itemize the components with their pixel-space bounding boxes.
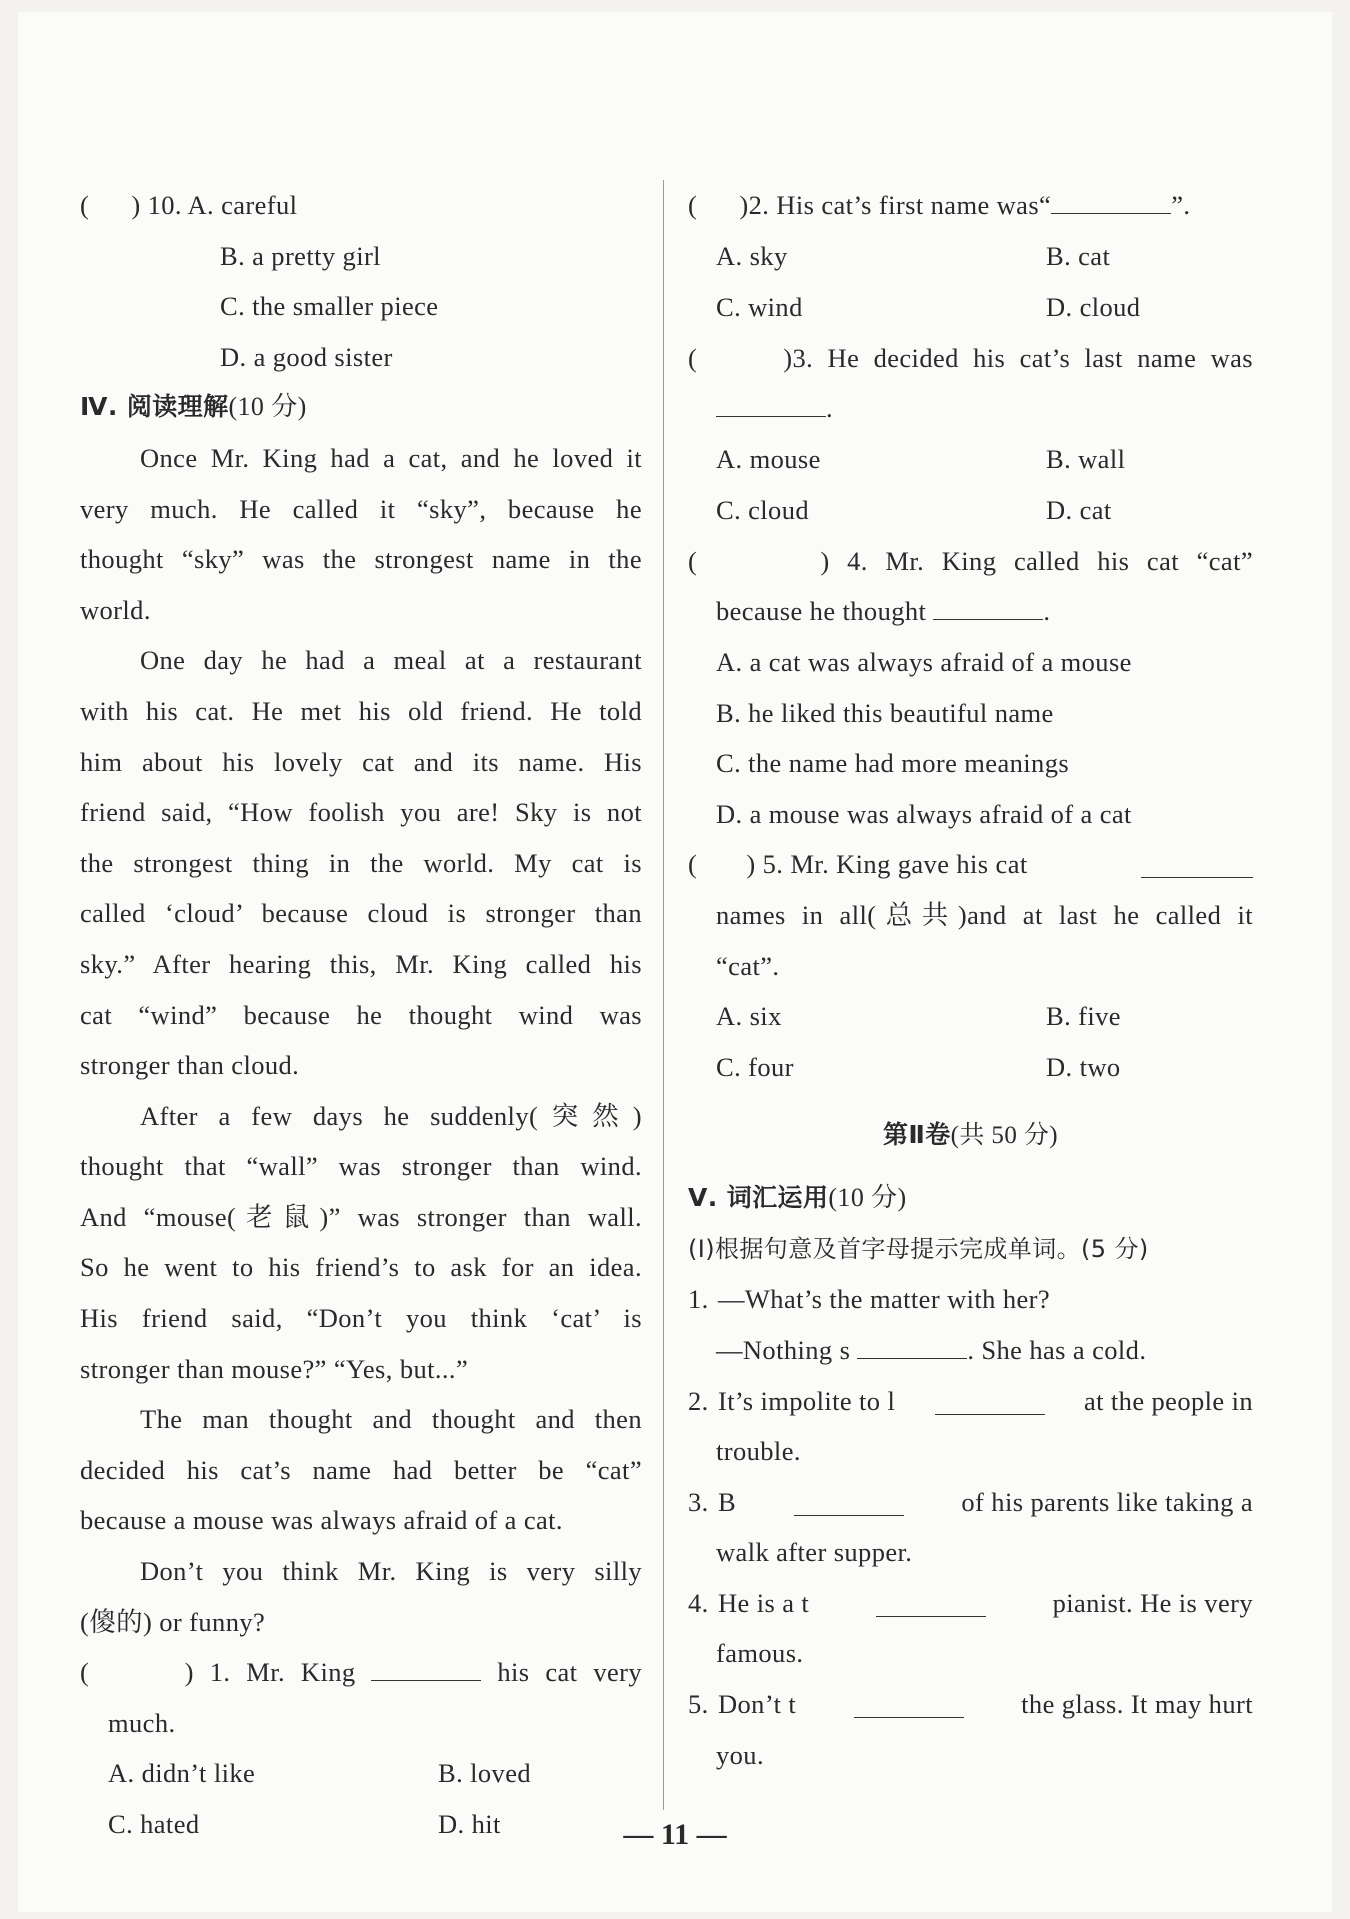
passage-line: him about his lovely cat and its name. His — [80, 746, 642, 777]
passage-line: So he went to his friend’s to ask for an idea. — [80, 1252, 642, 1283]
section-5-score: (10 分) — [828, 1183, 907, 1213]
q5-options-row-2 — [688, 1042, 1253, 1093]
q5-option-b: B. five — [1046, 1001, 1121, 1032]
vocab-4-start: He is a t — [718, 1587, 810, 1618]
vocab-3-answer-blank[interactable] — [794, 1485, 904, 1516]
q2-option-d: D. cloud — [1046, 291, 1141, 322]
passage-line: thought “sky” was the strongest name in the — [80, 544, 642, 575]
passage-line: His friend said, “Don’t you think ‘cat’ is — [80, 1303, 642, 1334]
vocab-item-4-cont: famous. — [716, 1638, 804, 1669]
q10-option-d: D. a good sister — [220, 341, 393, 372]
passage-line: friend said, “How foolish you are! Sky is not — [80, 797, 642, 828]
q10-stem: ( ) 10. A. careful — [80, 190, 298, 220]
q4-option-c: C. the name had more meanings — [716, 748, 1070, 779]
vocab-2-number: 2. — [688, 1385, 709, 1416]
q4-option-d: D. a mouse was always afraid of a cat — [716, 798, 1132, 829]
vocab-1-number: 1. — [688, 1284, 709, 1315]
reading-passage — [80, 433, 642, 1647]
left-column — [80, 180, 642, 1850]
right-column — [688, 180, 1253, 1780]
vocab-2-answer-blank[interactable] — [935, 1384, 1045, 1415]
q4-answer-blank[interactable] — [933, 589, 1043, 620]
vocab-1-answer-blank[interactable] — [857, 1328, 967, 1359]
vocab-item-3-cont: walk after supper. — [716, 1537, 913, 1568]
passage-line: because a mouse was always afraid of a cat. — [80, 1505, 563, 1536]
passage-line: (傻的) or funny? — [80, 1606, 266, 1637]
section-4-heading — [80, 382, 642, 433]
vocab-1-line-b-start: —Nothing s — [716, 1334, 851, 1365]
vocab-3-start: B — [718, 1486, 737, 1517]
page-number: — 11 — — [623, 1818, 727, 1851]
vocab-5-start: Don’t t — [718, 1689, 797, 1720]
section-5-title: Ⅴ. 词汇运用 — [688, 1183, 829, 1213]
q1-option-d: D. hit — [438, 1809, 501, 1840]
q3-option-c: C. cloud — [716, 494, 809, 525]
vocab-5-number: 5. — [688, 1689, 709, 1720]
q1-option-b: B. loved — [438, 1758, 531, 1789]
q4-stem-end: . — [1043, 596, 1051, 627]
vocab-4-number: 4. — [688, 1587, 709, 1618]
passage-line: stronger than cloud. — [80, 1050, 300, 1081]
passage-line: After a few days he suddenly(突然) — [140, 1100, 642, 1131]
vocab-item-3 — [688, 1477, 1253, 1528]
section-4-score: (10 分) — [228, 392, 307, 422]
vocab-4-answer-blank[interactable] — [876, 1586, 986, 1617]
vocab-item-1-cont — [688, 1325, 1253, 1376]
subsection-1-instruction: (Ⅰ)根据句意及首字母提示完成单词。(5 分) — [688, 1234, 1149, 1263]
q4-option-a: A. a cat was always afraid of a mouse — [716, 646, 1132, 677]
q2-stem-start: ( )2. His cat’s first name was“ — [688, 190, 1052, 220]
q3-option-b: B. wall — [1046, 443, 1126, 474]
q1-stem — [80, 1647, 642, 1698]
vocab-item-2 — [688, 1376, 1253, 1427]
q5-options-row-1 — [688, 991, 1253, 1042]
vocab-3-line — [718, 1477, 1253, 1528]
vocab-item-1 — [688, 1274, 1253, 1325]
vocab-item-4 — [688, 1578, 1253, 1629]
passage-line: The man thought and thought and then — [140, 1404, 642, 1435]
passage-line: world. — [80, 594, 151, 625]
q4-stem-mid: because he thought — [716, 596, 927, 627]
q1-stem-start: ( ) 1. Mr. King — [80, 1657, 356, 1688]
q2-stem — [688, 180, 1253, 231]
passage-line: stronger than mouse?” “Yes, but...” — [80, 1353, 469, 1384]
passage-line: called ‘cloud’ because cloud is stronger than — [80, 898, 642, 929]
vocab-4-end: pianist. He is very — [1052, 1587, 1253, 1618]
q10-option-c: C. the smaller piece — [220, 291, 439, 322]
q4-stem: ( ) 4. Mr. King called his cat “cat” — [688, 545, 1253, 576]
q3-stem: ( )3. He decided his cat’s last name was — [688, 342, 1253, 373]
q2-options-row-2 — [688, 282, 1253, 333]
q3-options-row-2 — [688, 485, 1253, 536]
q5-stem-cont: names in all(总共)and at last he called it — [716, 899, 1253, 930]
passage-line: One day he had a meal at a restaurant — [140, 645, 642, 676]
q5-option-a: A. six — [716, 1001, 782, 1032]
vocab-2-start: It’s impolite to l — [718, 1385, 896, 1416]
q1-option-c: C. hated — [108, 1809, 200, 1840]
vocab-5-answer-blank[interactable] — [854, 1687, 964, 1718]
vocab-1-line-b-end: . She has a cold. — [967, 1334, 1147, 1365]
q5-option-d: D. two — [1046, 1052, 1121, 1083]
q3-options-row-1 — [688, 434, 1253, 485]
vocab-item-5 — [688, 1679, 1253, 1730]
passage-line: Don’t you think Mr. King is very silly — [140, 1556, 642, 1587]
part-2-title: 第Ⅱ卷 — [882, 1120, 951, 1150]
q1-option-a: A. didn’t like — [108, 1758, 256, 1789]
q2-option-b: B. cat — [1046, 240, 1111, 271]
q10-option-b: B. a pretty girl — [220, 240, 381, 271]
passage-line: decided his cat’s name had better be “cat” — [80, 1454, 642, 1485]
q2-option-a: A. sky — [716, 240, 788, 271]
section-5-heading — [688, 1173, 1253, 1224]
q5-option-c: C. four — [716, 1052, 794, 1083]
passage-line: with his cat. He met his old friend. He told — [80, 695, 642, 726]
q2-options-row-1 — [688, 231, 1253, 282]
part-2-score: (共 50 分) — [950, 1122, 1059, 1150]
q2-stem-end: ”. — [1171, 190, 1191, 220]
part-2-heading — [688, 1097, 1253, 1173]
q1-stem-end: his cat very — [497, 1657, 642, 1688]
vocab-5-line — [718, 1679, 1253, 1730]
q3-option-a: A. mouse — [716, 443, 821, 474]
q1-answer-blank[interactable] — [371, 1650, 481, 1681]
q3-answer-blank[interactable] — [716, 386, 826, 417]
column-divider — [663, 180, 664, 1810]
passage-line: Once Mr. King had a cat, and he loved it — [140, 442, 642, 473]
q2-answer-blank[interactable] — [1051, 183, 1171, 214]
passage-line: sky.” After hearing this, Mr. King called his — [80, 948, 642, 979]
q2-option-c: C. wind — [716, 291, 803, 322]
q1-options-row-1 — [80, 1748, 642, 1799]
q5-stem-end: “cat”. — [716, 950, 780, 981]
vocab-3-end: of his parents like taking a — [961, 1486, 1253, 1517]
passage-line: And “mouse(老鼠)” was stronger than wall. — [80, 1201, 642, 1232]
q5-answer-blank[interactable] — [1141, 847, 1253, 878]
q4-option-b: B. he liked this beautiful name — [716, 697, 1054, 728]
passage-line: cat “wind” because he thought wind was — [80, 999, 642, 1030]
q5-stem-start: ( ) 5. Mr. King gave his cat — [688, 849, 1028, 880]
vocab-4-line — [718, 1578, 1253, 1629]
vocab-2-line — [718, 1376, 1253, 1427]
passage-line: the strongest thing in the world. My cat is — [80, 847, 642, 878]
passage-line: very much. He called it “sky”, because he — [80, 493, 642, 524]
vocab-2-end: at the people in — [1083, 1385, 1253, 1416]
section-4-title: Ⅳ. 阅读理解 — [80, 392, 229, 422]
vocab-1-line-a: —What’s the matter with her? — [718, 1284, 1051, 1315]
vocab-3-number: 3. — [688, 1486, 709, 1517]
q1-stem-cont: much. — [108, 1707, 176, 1738]
vocab-item-5-cont: you. — [716, 1739, 764, 1770]
passage-line: thought that “wall” was stronger than wind. — [80, 1151, 642, 1182]
q3-option-d: D. cat — [1046, 494, 1112, 525]
vocab-item-2-cont: trouble. — [716, 1436, 801, 1467]
q5-stem — [688, 839, 1253, 890]
q3-stem-end: . — [826, 393, 834, 424]
q3-stem-cont — [688, 383, 1253, 434]
q4-stem-cont — [688, 586, 1253, 637]
vocab-5-end: the glass. It may hurt — [1021, 1689, 1253, 1720]
